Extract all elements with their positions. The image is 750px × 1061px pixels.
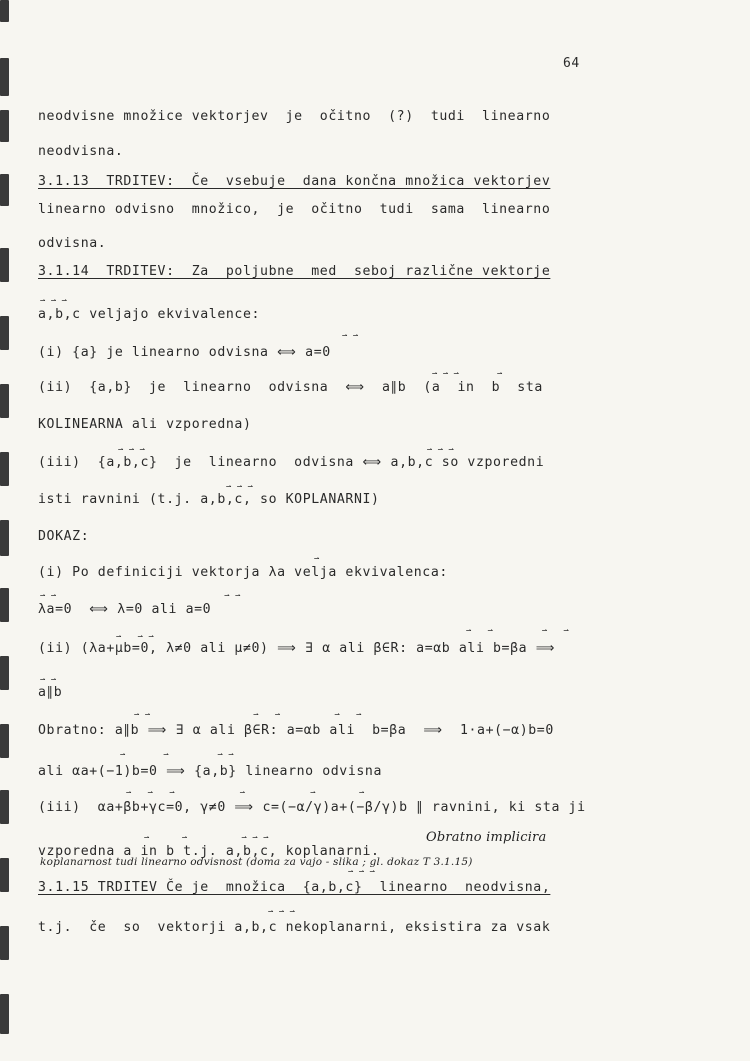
binder-mark	[0, 520, 9, 556]
handwritten-note: Obratno implicira	[426, 830, 547, 845]
binder-mark	[0, 790, 9, 824]
page-number: 64	[563, 56, 580, 71]
equivalence-ii: (ii) {a,b} je linearno odvisna ⟺ a∥b (a in b sta	[38, 380, 543, 395]
vector-arrows: ⇀ ⇀ ⇀ ⇀ ⇀ ⇀	[126, 788, 365, 798]
text-line: linearno odvisno množico, je očitno tudi sama linearno	[38, 202, 551, 217]
text-line: odvisna.	[38, 236, 107, 251]
theorem-heading-3-1-14: 3.1.14 TRDITEV: Za poljubne med seboj različne vektorje	[38, 264, 551, 279]
vector-arrows: ⇀ ⇀ ⇀ ⇀ ⇀	[144, 833, 269, 843]
proof-heading: DOKAZ:	[38, 529, 90, 544]
text-line: neodvisne množice vektorjev je očitno (?) tudi linearno	[38, 109, 551, 124]
handwritten-note: koplanarnost tudi linearno odvisnost (doma za vajo - slika ; gl. dokaz T 3.1.15)	[40, 856, 473, 868]
vector-arrows: ⇀ ⇀ ⇀	[40, 296, 68, 306]
text-line: neodvisna.	[38, 144, 124, 159]
vector-arrows: ⇀ ⇀ ⇀ ⇀ ⇀ ⇀	[118, 445, 454, 455]
text-line: isti ravnini (t.j. a,b,c, so KOPLANARNI)	[38, 492, 380, 507]
binder-mark	[0, 656, 9, 690]
vector-arrows: ⇀ ⇀ ⇀ ⇀	[40, 591, 241, 601]
vector-arrows: ⇀	[314, 554, 320, 564]
binder-mark	[0, 58, 9, 96]
equivalence-i: (i) {a} je linearno odvisna ⟺ a=0	[38, 345, 331, 360]
vector-arrows: ⇀ ⇀ ⇀ ⇀ ⇀ ⇀	[134, 710, 362, 720]
binder-mark	[0, 858, 9, 892]
proof-line: λa=0 ⟺ λ=0 ali a=0	[38, 602, 212, 617]
vector-arrows: ⇀ ⇀	[342, 331, 359, 341]
proof-line: a∥b	[38, 685, 63, 700]
theorem-heading-3-1-13: 3.1.13 TRDITEV: Če vsebuje dana končna množica vektorjev	[38, 174, 551, 189]
binder-mark	[0, 110, 9, 142]
equivalence-iii: (iii) {a,b,c} je linearno odvisna ⟺ a,b,c so vzporedni	[38, 455, 545, 470]
vector-arrows: ⇀ ⇀ ⇀	[268, 907, 296, 917]
binder-mark	[0, 994, 9, 1034]
theorem-heading-3-1-15: 3.1.15 TRDITEV Če je množica {a,b,c} linearno neodvisna,	[38, 880, 551, 895]
vector-arrows: ⇀ ⇀ ⇀	[226, 482, 254, 492]
proof-converse: Obratno: a∥b ⟹ ∃ α ali β∈R: a=αb ali b=βa ⟹ 1·a+(−α)b=0	[38, 723, 554, 738]
vector-arrows: ⇀ ⇀ ⇀	[348, 867, 376, 877]
proof-line: vzporedna a in b t.j. a,b,c, koplanarni.	[38, 844, 380, 859]
binder-mark	[0, 452, 9, 486]
binder-mark	[0, 0, 9, 22]
vector-arrows: ⇀ ⇀ ⇀ ⇀	[120, 750, 234, 760]
proof-i: (i) Po definiciji vektorja λa velja ekvivalenca:	[38, 565, 448, 580]
vector-arrows: ⇀ ⇀ ⇀ ⇀	[432, 369, 503, 379]
vector-arrows: ⇀ ⇀ ⇀ ⇀	[466, 626, 569, 636]
binder-mark	[0, 316, 9, 350]
binder-mark	[0, 724, 9, 758]
proof-line: ali αa+(−1)b=0 ⟹ {a,b} linearno odvisna	[38, 764, 383, 779]
binder-mark	[0, 384, 9, 418]
proof-ii: (ii) (λa+μb=0, λ≠0 ali μ≠0) ⟹ ∃ α ali β∈R: a=αb ali b=βa ⟹	[38, 641, 556, 656]
binder-mark	[0, 588, 9, 622]
binder-mark	[0, 174, 9, 206]
proof-iii: (iii) αa+βb+γc=0, γ≠0 ⟹ c=(−α/γ)a+(−β/γ)b ∥ ravnini, ki sta ji	[38, 800, 586, 815]
binder-mark	[0, 248, 9, 282]
vector-arrows: ⇀ ⇀	[40, 675, 57, 685]
vector-arrows: ⇀ ⇀ ⇀	[116, 632, 154, 642]
text-line: t.j. če so vektorji a,b,c nekoplanarni, eksistira za vsak	[38, 920, 551, 935]
binder-mark	[0, 926, 9, 960]
text-line: KOLINEARNA ali vzporedna)	[38, 417, 252, 432]
text-line: a,b,c veljajo ekvivalence:	[38, 307, 261, 322]
